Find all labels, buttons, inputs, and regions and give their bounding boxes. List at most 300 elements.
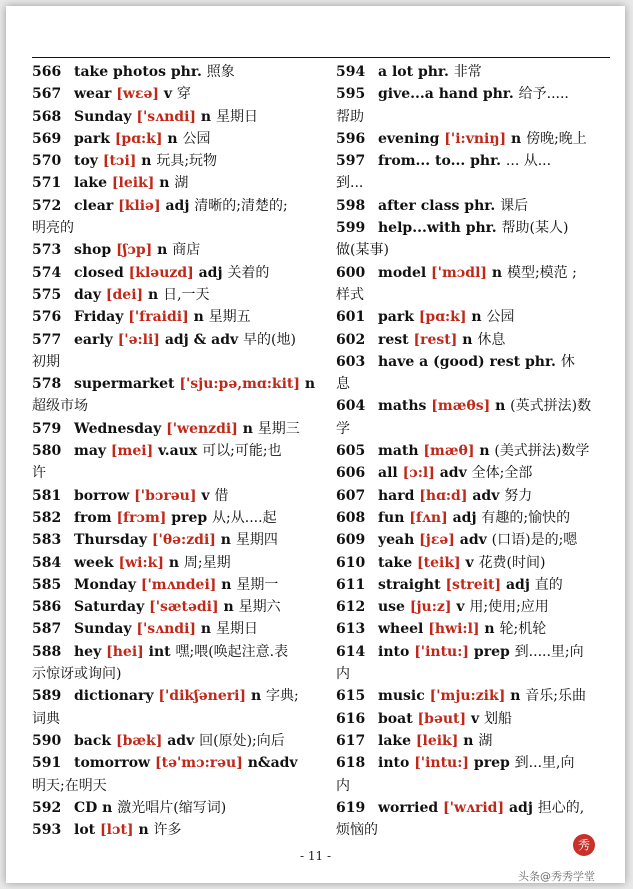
entry-chinese-meaning: 样式: [336, 286, 364, 303]
entry-number: 576: [32, 309, 62, 326]
entry-phonetic: [jɛə]: [419, 532, 455, 549]
entry-number: 610: [336, 554, 366, 571]
entry-number: 580: [32, 443, 62, 460]
entry-word: after class: [378, 197, 460, 214]
vocab-entry: [32, 819, 318, 841]
vocab-entry: [336, 685, 612, 707]
entry-number: 575: [32, 286, 62, 303]
entry-phonetic: [tə'mɔ:rəu]: [154, 755, 243, 772]
entry-chinese-meaning: 超级市场: [32, 398, 88, 415]
vocab-entry-continuation: [32, 663, 318, 685]
entry-phonetic: ['fraidi]: [128, 309, 189, 326]
entry-chinese-meaning: 照象: [206, 64, 235, 80]
entry-chinese-meaning: 花费(时间): [478, 554, 546, 571]
entry-chinese-meaning: 激光唱片(缩写词): [117, 799, 227, 816]
entry-chinese-meaning: 玩具;玩物: [156, 153, 218, 170]
entry-number: 609: [336, 532, 366, 549]
entry-number: 613: [336, 621, 366, 638]
vocab-entry: [32, 552, 318, 574]
vocab-column-right: [336, 61, 612, 841]
vocab-entry: [32, 529, 318, 551]
entry-number: 608: [336, 509, 366, 526]
vocab-entry: [336, 395, 612, 417]
entry-part-of-speech: n: [510, 688, 521, 705]
entry-chinese-meaning: 努力: [504, 487, 533, 504]
entry-part-of-speech: n: [304, 376, 316, 393]
entry-phonetic: [fʌn]: [409, 509, 448, 526]
vocab-entry: [32, 485, 318, 507]
entry-number: 583: [32, 532, 62, 549]
entry-word: from: [74, 509, 112, 526]
entry-word: hey: [74, 643, 102, 660]
entry-word: Wednesday: [74, 420, 162, 437]
entry-phonetic: [streit]: [445, 576, 502, 593]
entry-chinese-meaning: 星期四: [235, 532, 278, 549]
entry-word: wear: [74, 86, 112, 103]
entry-number: 578: [32, 376, 62, 393]
entry-part-of-speech: adj & adv: [164, 331, 239, 348]
entry-part-of-speech: n: [463, 732, 474, 749]
entry-part-of-speech: n: [250, 688, 262, 705]
entry-part-of-speech: n: [159, 175, 170, 192]
vocab-entry: [336, 641, 612, 663]
entry-chinese-meaning: 借: [214, 487, 229, 504]
entry-part-of-speech: n: [200, 108, 212, 125]
entry-part-of-speech: adj: [198, 264, 223, 281]
entry-part-of-speech: n: [102, 799, 113, 816]
vocab-entry: [336, 440, 612, 462]
entry-part-of-speech: n: [511, 130, 522, 147]
vocab-entry: [336, 195, 612, 217]
entry-word: Saturday: [74, 599, 145, 616]
entry-word: dictionary: [74, 688, 154, 705]
vocab-entry: [336, 462, 612, 484]
vocab-entry-continuation: [32, 462, 318, 484]
entry-chinese-meaning: 傍晚;晚上: [526, 130, 587, 147]
entry-number: 597: [336, 153, 366, 170]
page-number: - 11 -: [299, 849, 331, 863]
watermark: 头条@秀秀学堂: [518, 870, 595, 883]
entry-chinese-meaning: 从;从....起: [212, 509, 277, 526]
entry-chinese-meaning: 词典: [32, 710, 60, 727]
entry-phonetic: ['intu:]: [414, 755, 470, 772]
entry-phonetic: [bəut]: [417, 710, 467, 727]
entry-phonetic: [hei]: [106, 643, 144, 660]
document-page: [6, 6, 625, 883]
entry-chinese-meaning: 到...: [336, 175, 364, 192]
entry-chinese-meaning: 休息: [477, 331, 506, 348]
entry-phonetic: [teik]: [417, 554, 461, 571]
entry-number: 591: [32, 755, 62, 772]
entry-word: CD: [74, 799, 98, 816]
entry-phonetic: [leik]: [111, 175, 155, 192]
entry-chinese-meaning: 轮;机轮: [499, 621, 547, 638]
entry-chinese-meaning: 音乐;乐曲: [525, 688, 586, 705]
entry-part-of-speech: phr.: [417, 64, 449, 80]
entry-word: all: [378, 465, 398, 482]
entry-number: 604: [336, 398, 366, 415]
entry-word: hard: [378, 487, 415, 504]
entry-word: Thursday: [74, 532, 148, 549]
entry-chinese-meaning: 息: [336, 376, 350, 393]
entry-word: back: [74, 732, 112, 749]
entry-word: rest: [378, 331, 409, 348]
vocab-entry-continuation: [336, 418, 612, 440]
entry-chinese-meaning: 到.....里;向: [514, 643, 584, 660]
vocab-entry: [336, 708, 612, 730]
entry-word: Monday: [74, 576, 137, 593]
vocab-entry: [32, 596, 318, 618]
entry-number: 611: [336, 576, 366, 593]
entry-chinese-meaning: 给予.....: [518, 86, 569, 103]
vocab-entry: [32, 306, 318, 328]
vocab-entry: [336, 618, 612, 640]
entry-chinese-meaning: 公园: [182, 130, 211, 147]
entry-word: closed: [74, 264, 124, 281]
vocab-entry: [336, 128, 612, 150]
vocab-entry-continuation: [32, 217, 318, 239]
entry-phonetic: ['wenzdi]: [166, 420, 238, 437]
vocab-entry: [336, 596, 612, 618]
entry-chinese-meaning: 星期日: [215, 108, 258, 125]
entry-chinese-meaning: 示惊讶或询问): [32, 666, 122, 683]
entry-chinese-meaning: 回(原处);向后: [199, 732, 285, 749]
entry-chinese-meaning: 嘿;喂(唤起注意.表: [175, 643, 289, 660]
entry-chinese-meaning: 明亮的: [32, 220, 74, 237]
vocab-entry-continuation: [336, 172, 612, 194]
entry-part-of-speech: phr.: [170, 64, 202, 80]
entry-chinese-meaning: 用;使用;应用: [469, 599, 549, 616]
entry-word: maths: [378, 398, 427, 415]
entry-number: 569: [32, 130, 62, 147]
entry-word: Sunday: [74, 108, 132, 125]
entry-part-of-speech: n: [471, 309, 482, 326]
vocab-entry: [336, 797, 612, 819]
vocab-entry-continuation: [32, 775, 318, 797]
entry-word: math: [378, 443, 419, 460]
vocab-entry-continuation: [32, 708, 318, 730]
entry-part-of-speech: n: [242, 420, 253, 437]
entry-part-of-speech: n: [220, 532, 231, 549]
entry-chinese-meaning: 初期: [32, 353, 60, 370]
entry-chinese-meaning: 到...里,向: [514, 755, 575, 772]
entry-phonetic: [pɑ:k]: [418, 309, 467, 326]
entry-chinese-meaning: 清晰的;清楚的;: [194, 197, 288, 214]
entry-part-of-speech: phr.: [482, 86, 514, 103]
vocab-entry: [336, 150, 612, 172]
entry-part-of-speech: v: [471, 710, 480, 727]
entry-part-of-speech: phr.: [465, 220, 497, 237]
entry-chinese-meaning: 公园: [486, 309, 515, 326]
entry-word: shop: [74, 242, 112, 259]
entry-number: 571: [32, 175, 62, 192]
entry-part-of-speech: phr.: [464, 197, 496, 214]
vocab-entry: [32, 83, 318, 105]
entry-word: week: [74, 554, 114, 571]
vocab-entry-continuation: [336, 775, 612, 797]
entry-chinese-meaning: 星期三: [257, 420, 300, 437]
entry-number: 574: [32, 264, 62, 281]
entry-phonetic: [lɔt]: [100, 822, 134, 839]
entry-word: park: [378, 309, 414, 326]
entry-word: lot: [74, 822, 96, 839]
entry-word: music: [378, 688, 425, 705]
entry-number: 618: [336, 755, 366, 772]
entry-part-of-speech: prep: [473, 643, 510, 660]
entry-word: help...with: [378, 220, 461, 237]
entry-chinese-meaning: 早的(地): [243, 331, 296, 348]
entry-number: 602: [336, 331, 366, 348]
vocab-entry: [32, 150, 318, 172]
entry-phonetic: ['ə:li]: [117, 331, 160, 348]
vocab-entry-continuation: [336, 373, 612, 395]
entry-part-of-speech: n: [193, 309, 204, 326]
entry-word: boat: [378, 710, 413, 727]
entry-part-of-speech: adj: [505, 576, 530, 593]
entry-chinese-meaning: 内: [336, 666, 350, 683]
entry-chinese-meaning: 关着的: [227, 264, 270, 281]
entry-chinese-meaning: 学: [336, 420, 350, 437]
entry-chinese-meaning: 课后: [500, 197, 529, 214]
vocab-entry-continuation: [32, 395, 318, 417]
entry-phonetic: [wi:k]: [118, 554, 164, 571]
entry-word: toy: [74, 153, 98, 170]
entry-part-of-speech: v: [465, 554, 474, 571]
vocab-entry: [32, 440, 318, 462]
vocab-entry: [32, 507, 318, 529]
entry-number: 577: [32, 331, 62, 348]
entry-number: 606: [336, 465, 366, 482]
vocab-entry: [336, 529, 612, 551]
vocab-entry: [32, 418, 318, 440]
entry-phonetic: [mei]: [110, 443, 154, 460]
entry-phonetic: [kliə]: [118, 197, 161, 214]
entry-word: tomorrow: [74, 755, 151, 772]
entry-number: 600: [336, 264, 366, 281]
entry-phonetic: [bæk]: [115, 732, 163, 749]
entry-chinese-meaning: 星期日: [215, 621, 258, 638]
entry-chinese-meaning: 帮助(某人): [501, 220, 569, 237]
entry-phonetic: [hɑ:d]: [419, 487, 468, 504]
entry-phonetic: ['θə:zdi]: [151, 532, 216, 549]
entry-number: 619: [336, 799, 366, 816]
entry-part-of-speech: adv: [439, 465, 467, 482]
vocab-entry: [32, 284, 318, 306]
vocab-entry: [32, 752, 318, 774]
vocab-entry: [32, 574, 318, 596]
vocab-entry: [336, 217, 612, 239]
entry-word: have a (good) rest: [378, 353, 521, 370]
entry-word: straight: [378, 576, 441, 593]
vocab-entry: [336, 61, 612, 83]
entry-phonetic: ['bɔrəu]: [134, 487, 197, 504]
entry-part-of-speech: adv: [459, 532, 487, 549]
entry-number: 581: [32, 487, 62, 504]
vocab-entry: [32, 239, 318, 261]
vocab-entry: [32, 618, 318, 640]
entry-phonetic: [kləuzd]: [128, 264, 194, 281]
entry-chinese-meaning: 星期一: [236, 576, 279, 593]
entry-word: into: [378, 643, 410, 660]
entry-phonetic: ['mju:zik]: [429, 688, 506, 705]
vocab-entry: [32, 797, 318, 819]
vocab-entry-continuation: [336, 663, 612, 685]
vocab-entry: [32, 172, 318, 194]
entry-part-of-speech: v: [163, 86, 173, 103]
entry-phonetic: [leik]: [415, 732, 459, 749]
entry-phonetic: [tɔi]: [102, 153, 137, 170]
entry-number: 590: [32, 732, 62, 749]
entry-chinese-meaning: 字典;: [266, 688, 299, 705]
entry-part-of-speech: n: [462, 331, 473, 348]
entry-chinese-meaning: 模型;模范 ;: [506, 264, 577, 281]
entry-phonetic: [ʃɔp]: [116, 242, 153, 259]
entry-word: into: [378, 755, 410, 772]
entry-chinese-meaning: 烦恼的: [336, 822, 378, 839]
entry-number: 566: [32, 64, 62, 80]
entry-part-of-speech: prep: [171, 509, 208, 526]
entry-chinese-meaning: 湖: [174, 175, 189, 192]
vocab-entry: [336, 730, 612, 752]
entry-number: 584: [32, 554, 62, 571]
entry-chinese-meaning: 内: [336, 777, 350, 794]
entry-number: 592: [32, 799, 62, 816]
entry-chinese-meaning: 帮助: [336, 108, 364, 125]
entry-word: use: [378, 599, 405, 616]
entry-word: model: [378, 264, 427, 281]
vocab-entry: [336, 752, 612, 774]
entry-part-of-speech: v: [456, 599, 465, 616]
entry-chinese-meaning: 做(某事): [336, 242, 389, 259]
entry-word: borrow: [74, 487, 130, 504]
entry-chinese-meaning: 星期六: [238, 599, 281, 616]
entry-part-of-speech: v: [201, 487, 210, 504]
entry-part-of-speech: n: [221, 576, 232, 593]
entry-chinese-meaning: 有趣的;愉快的: [481, 509, 571, 526]
entry-word: day: [74, 286, 101, 303]
entry-word: lake: [74, 175, 107, 192]
entry-number: 616: [336, 710, 366, 727]
entry-phonetic: [ɔ:l]: [402, 465, 435, 482]
vocab-entry: [32, 685, 318, 707]
entry-part-of-speech: adj: [165, 197, 190, 214]
vocab-entry: [336, 329, 612, 351]
vocab-entry: [32, 641, 318, 663]
entry-number: 572: [32, 197, 62, 214]
entry-chinese-meaning: 休: [560, 353, 575, 370]
vocab-entry: [336, 351, 612, 373]
entry-chinese-meaning: 划船: [484, 710, 513, 727]
entry-part-of-speech: adj: [452, 509, 477, 526]
entry-phonetic: ['dikʃəneri]: [158, 688, 247, 705]
vocab-entry-continuation: [336, 106, 612, 128]
entry-number: 607: [336, 487, 366, 504]
entry-number: 586: [32, 599, 62, 616]
entry-part-of-speech: phr.: [525, 353, 556, 370]
entry-word: from... to...: [378, 153, 466, 170]
entry-part-of-speech: n: [200, 621, 212, 638]
entry-part-of-speech: phr.: [470, 153, 502, 170]
entry-chinese-meaning: 直的: [534, 576, 563, 593]
entry-part-of-speech: adv: [472, 487, 500, 504]
entry-chinese-meaning: (美式拼法)数学: [494, 443, 590, 460]
entry-chinese-meaning: 许多: [153, 822, 182, 839]
entry-number: 593: [32, 822, 62, 839]
entry-phonetic: ['mʌndei]: [140, 576, 217, 593]
entry-word: park: [74, 130, 110, 147]
entry-part-of-speech: prep: [473, 755, 510, 772]
entry-number: 595: [336, 86, 366, 103]
vocab-entry: [32, 373, 318, 395]
entry-phonetic: [pɑ:k]: [114, 130, 163, 147]
entry-chinese-meaning: 非常: [453, 64, 482, 80]
entry-phonetic: ['sʌndi]: [136, 621, 197, 638]
vocab-entry: [336, 306, 612, 328]
entry-word: may: [74, 443, 107, 460]
entry-word: supermarket: [74, 376, 175, 393]
entry-phonetic: [frɔm]: [116, 509, 167, 526]
entry-part-of-speech: n&adv: [247, 755, 298, 772]
entry-phonetic: ['i:vniŋ]: [444, 130, 507, 147]
entry-phonetic: ['wʌrid]: [443, 799, 505, 816]
entry-word: take: [378, 554, 413, 571]
entry-chinese-meaning: 许: [32, 465, 46, 482]
entry-phonetic: [mæθs]: [431, 398, 491, 415]
entry-phonetic: [dei]: [105, 286, 144, 303]
entry-phonetic: ['sʌndi]: [136, 108, 197, 125]
vocab-entry: [336, 507, 612, 529]
entry-part-of-speech: n: [484, 621, 495, 638]
entry-phonetic: [mæθ]: [423, 443, 475, 460]
entry-number: 599: [336, 220, 366, 237]
entry-chinese-meaning: 日,一天: [163, 286, 210, 303]
vocab-entry-continuation: [336, 239, 612, 261]
vocab-entry: [32, 329, 318, 351]
entry-chinese-meaning: 可以;可能;也: [202, 443, 282, 460]
entry-part-of-speech: int: [148, 643, 171, 660]
entry-word: early: [74, 331, 113, 348]
entry-phonetic: ['sju:pə,mɑ:kit]: [179, 376, 300, 393]
entry-word: worried: [378, 799, 439, 816]
entry-number: 596: [336, 130, 366, 147]
entry-word: Sunday: [74, 621, 132, 638]
entry-number: 570: [32, 153, 62, 170]
entry-chinese-meaning: (口语)是的;嗯: [491, 532, 578, 549]
entry-part-of-speech: adv: [167, 732, 195, 749]
entry-chinese-meaning: 商店: [172, 242, 201, 259]
entry-phonetic: [hwi:l]: [428, 621, 480, 638]
entry-phonetic: ['mɔdl]: [431, 264, 488, 281]
entry-chinese-meaning: 周;星期: [183, 554, 231, 571]
entry-part-of-speech: n: [223, 599, 234, 616]
entry-phonetic: ['sætədi]: [149, 599, 219, 616]
vocab-entry: [336, 574, 612, 596]
vocab-entry: [32, 106, 318, 128]
entry-part-of-speech: n: [479, 443, 490, 460]
entry-word: take photos: [74, 64, 167, 80]
entry-number: 585: [32, 576, 62, 593]
entry-number: 582: [32, 509, 62, 526]
entry-chinese-meaning: 全体;全部: [471, 465, 533, 482]
entry-phonetic: [ju:z]: [409, 599, 452, 616]
entry-word: a lot: [378, 64, 414, 80]
entry-chinese-meaning: 担心的,: [537, 799, 585, 816]
entry-part-of-speech: n: [495, 398, 506, 415]
entry-number: 612: [336, 599, 366, 616]
header-rule: [32, 57, 610, 58]
entry-part-of-speech: n: [141, 153, 152, 170]
entry-word: give...a hand: [378, 86, 478, 103]
